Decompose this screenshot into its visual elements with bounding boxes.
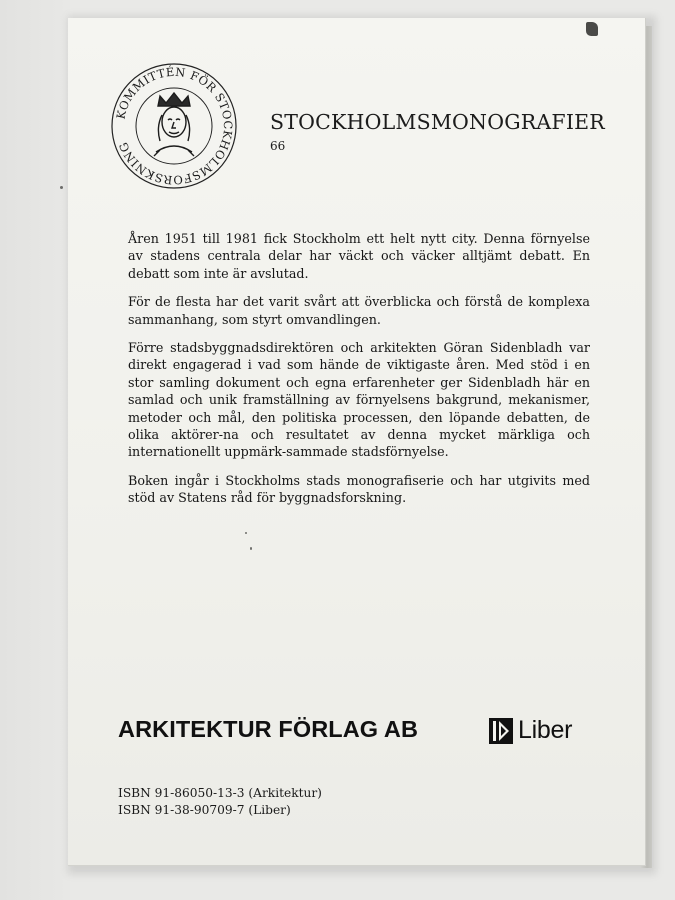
dust-speck	[250, 547, 252, 550]
isbn-line: ISBN 91-38-90709-7 (Liber)	[118, 802, 291, 817]
liber-logo-icon	[488, 717, 514, 745]
isbn-line: ISBN 91-86050-13-3 (Arkitektur)	[118, 786, 322, 800]
series-number: 66	[270, 139, 286, 153]
background-wall	[0, 0, 70, 900]
series-title: STOCKHOLMSMONOGRAFIER	[270, 110, 605, 134]
publisher-name: ARKITEKTUR FÖRLAG AB	[118, 716, 419, 742]
crowned-head-icon	[154, 93, 194, 156]
cover-tear	[586, 22, 598, 36]
dust-speck	[60, 186, 63, 189]
committee-seal-logo	[108, 60, 240, 192]
blurb-paragraph: Boken ingår i Stockholms stads monografiserie och har utgivits med stöd av Statens råd för byggnadsforskning.	[128, 472, 590, 506]
liber-brand	[488, 716, 572, 745]
isbn-block	[118, 785, 322, 818]
liber-wordmark: Liber	[518, 716, 573, 744]
blurb-paragraph: För de flesta har det varit svårt att överblicka och förstå de komplexa sammanhang, som styrt omvandlingen.	[128, 294, 590, 327]
blurb-text	[128, 230, 590, 518]
blurb-paragraph: Förre stadsbyggnadsdirektören och arkitekten Göran Sidenbladh var direkt engagerad i vad som hände de viktigaste åren. Med stöd i en stor samling dokument och egna erfarenheter ger Sidenbladh här en samlad och unik framställning av förnyelsens bakgrund, mekanismer, metoder och mål, den politiska processen, den löpande debatten, de olika aktörer-na och resultatet av denna mycket märkliga och internationellt uppmärk-sammade stadsförnyelse.	[128, 340, 590, 460]
seal-ring-text: KOMMITTÉN FÖR STOCKHOLMSFORSKNING	[113, 64, 236, 188]
blurb-paragraph: Åren 1951 till 1981 fick Stockholm ett helt nytt city. Denna förnyelse av stadens centrala delar har väckt och väcker alltjämt debatt. En debatt som inte är avslutad.	[128, 231, 590, 281]
dust-speck	[245, 532, 247, 534]
